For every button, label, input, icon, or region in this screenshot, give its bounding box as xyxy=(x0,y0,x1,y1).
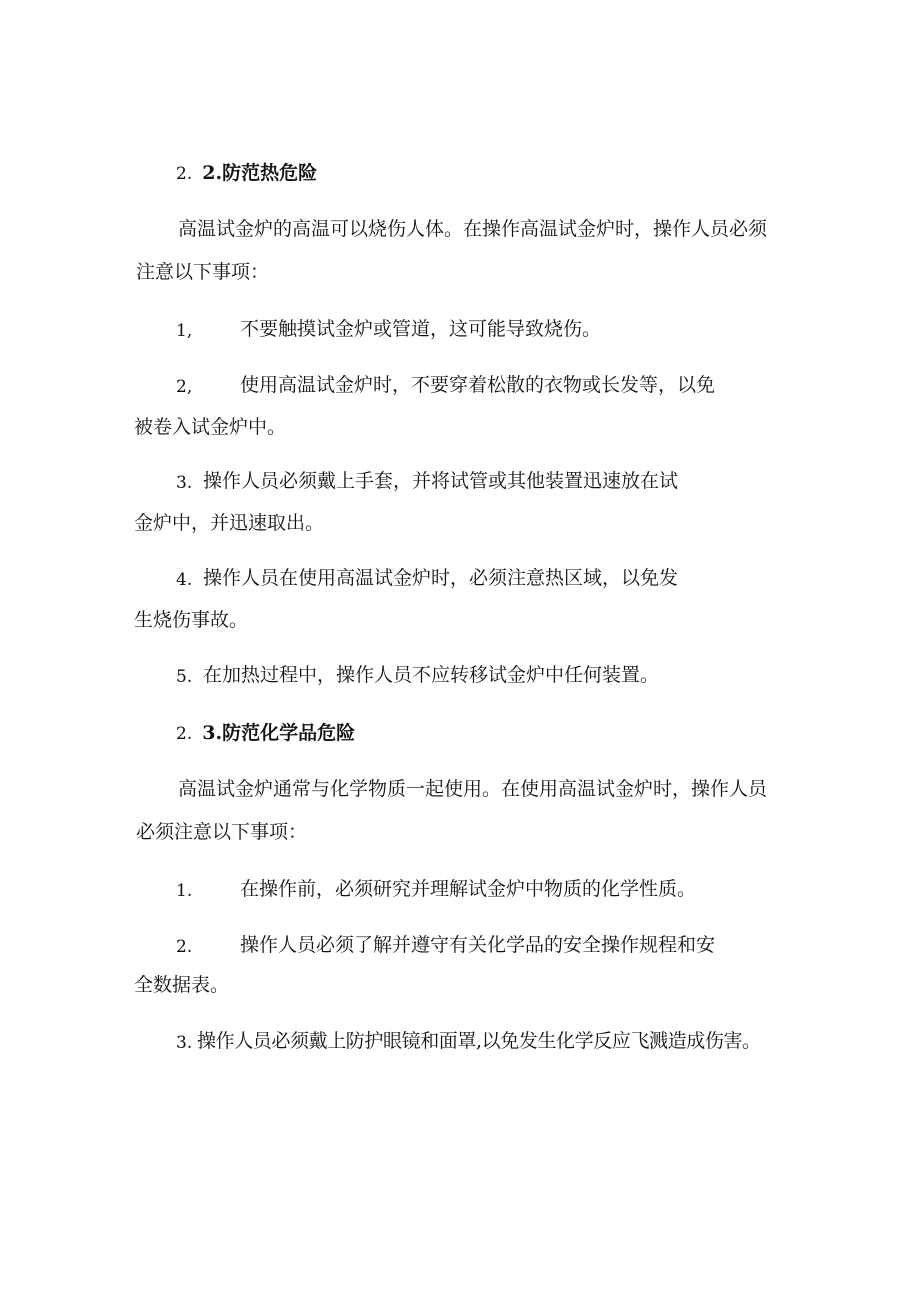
list-item-text: 不要触摸试金炉或管道，这可能导致烧伤。 xyxy=(240,318,602,340)
list-item-text: 在操作前，必须研究并理解试金炉中物质的化学性质。 xyxy=(240,878,697,900)
paragraph-line: 高温试金炉的高温可以烧伤人体。在操作高温试金炉时，操作人员必须 xyxy=(178,218,768,240)
section-title: 2.防范热危险 xyxy=(202,162,318,184)
list-item-text-continued: 金炉中，并迅速取出。 xyxy=(134,512,325,534)
list-item-number: 3. xyxy=(176,473,193,493)
list-item-text: 操作人员必须了解并遵守有关化学品的安全操作规程和安 xyxy=(240,934,716,956)
list-item-text-continued: 全数据表。 xyxy=(134,974,230,996)
list-item-number: 2. xyxy=(176,937,193,957)
section-title: 3.防范化学品危险 xyxy=(202,722,356,744)
list-item-number: 1. xyxy=(176,881,193,901)
list-item-text: 在加热过程中，操作人员不应转移试金炉中任何装置。 xyxy=(203,664,660,686)
section-heading-heat xyxy=(176,160,317,187)
list-item-text: 操作人员必须戴上手套，并将试管或其他装置迅速放在试 xyxy=(203,470,679,492)
list-item-number: 3. xyxy=(176,1033,193,1053)
section-heading-chemical xyxy=(176,720,355,747)
list-item-number: 2, xyxy=(176,377,193,397)
section-number: 2. xyxy=(176,164,193,184)
paragraph-line: 注意以下事项： xyxy=(136,261,270,283)
list-item-number: 4. xyxy=(176,570,193,590)
list-item-text: 操作人员必须戴上防护眼镜和面罩,以免发生化学反应飞溅造成伤害。 xyxy=(197,1030,761,1052)
paragraph-line: 必须注意以下事项： xyxy=(136,821,308,843)
list-item-number: 1, xyxy=(176,321,193,341)
list-item-text: 操作人员在使用高温试金炉时，必须注意热区域，以免发 xyxy=(203,567,679,589)
list-item-text: 使用高温试金炉时，不要穿着松散的衣物或长发等，以免 xyxy=(240,374,716,396)
list-item-text-continued: 被卷入试金炉中。 xyxy=(134,416,287,438)
list-item-text-continued: 生烧伤事故。 xyxy=(134,609,249,631)
section-number: 2. xyxy=(176,724,193,744)
paragraph-line: 高温试金炉通常与化学物质一起使用。在使用高温试金炉时，操作人员 xyxy=(178,778,768,800)
list-item-number: 5. xyxy=(176,667,193,687)
